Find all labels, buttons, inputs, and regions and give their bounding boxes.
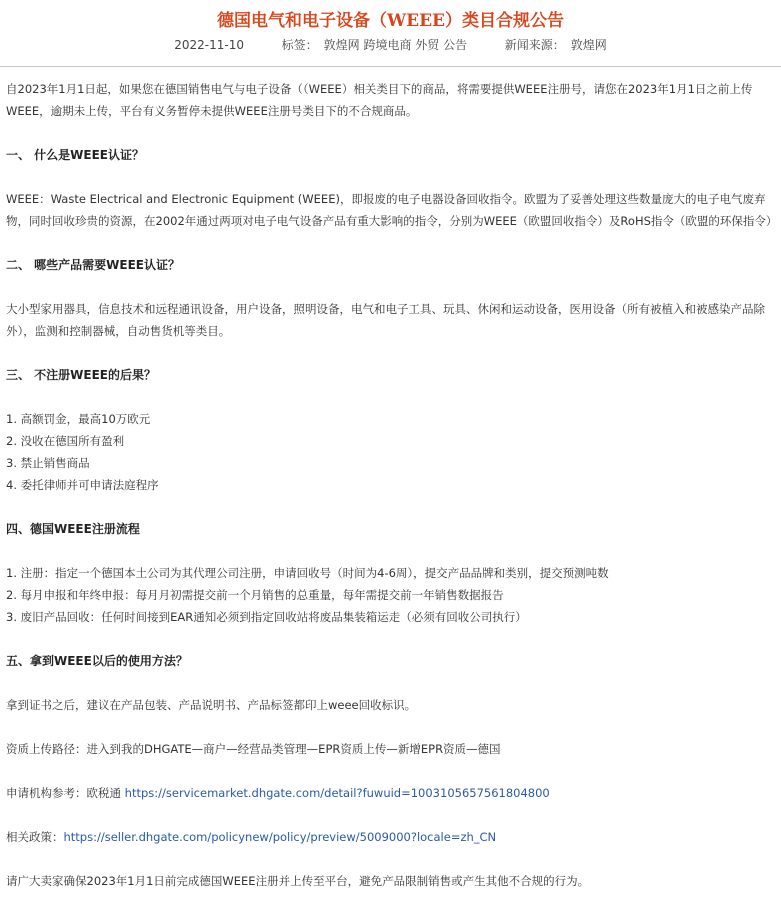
list-item: 3. 禁止销售商品 bbox=[6, 456, 90, 470]
article-meta bbox=[0, 36, 781, 53]
registration-list bbox=[6, 562, 776, 628]
title-divider bbox=[0, 66, 781, 67]
consequences-list bbox=[6, 408, 776, 496]
usage-paragraph: 拿到证书之后，建议在产品包装、产品说明书、产品标签都印上weee回收标识。 bbox=[6, 698, 417, 712]
closing-paragraph: 请广大卖家确保2023年1月1日前完成德国WEEE注册并上传至平台，避免产品限制销售或产生其他不合规的行为。 bbox=[6, 874, 590, 888]
policy-label: 相关政策： bbox=[6, 830, 64, 844]
list-item: 1. 高额罚金，最高10万欧元 bbox=[6, 412, 151, 426]
list-item: 3. 废旧产品回收：任何时间接到EAR通知必须到指定回收站将废品集装箱运走（必须有回收公司执行） bbox=[6, 610, 527, 624]
article-body bbox=[6, 78, 776, 914]
agency-link[interactable]: https://servicemarket.dhgate.com/detail?fuwuid=1003105657561804800 bbox=[124, 786, 550, 800]
section-heading-what-is-weee: 一、 什么是WEEE认证？ bbox=[6, 148, 145, 162]
section-heading-usage: 五、拿到WEEE以后的使用方法？ bbox=[6, 654, 188, 668]
section-heading-registration: 四、德国WEEE注册流程 bbox=[6, 522, 140, 536]
upload-path-paragraph: 资质上传路径：进入到我的DHGATE—商户—经营品类管理—EPR资质上传—新增EPR资质—德国 bbox=[6, 742, 501, 756]
list-item: 2. 没收在德国所有盈利 bbox=[6, 434, 125, 448]
agency-label: 申请机构参考：欧税通 bbox=[6, 786, 125, 800]
list-item: 2. 每月申报和年终申报：每月月初需提交前一个月销售的总重量，每年需提交前一年销售数据报告 bbox=[6, 588, 504, 602]
article-date: 2022-11-10 bbox=[174, 38, 244, 52]
section-heading-consequences: 三、 不注册WEEE的后果？ bbox=[6, 368, 157, 382]
article-tags[interactable]: 敦煌网 跨境电商 外贸 公告 bbox=[323, 38, 468, 52]
section-body-products: 大小型家用器具，信息技术和远程通讯设备，用户设备，照明设备，电气和电子工具、玩具、休闲和运动设备，医用设备（所有被植入和被感染产品除外），监测和控制器械，自动售货机等类目。 bbox=[6, 302, 765, 338]
agency-paragraph bbox=[6, 782, 776, 804]
section-body-what-is-weee: WEEE：Waste Electrical and Electronic Equipment (WEEE)，即报废的电子电器设备回收指令。欧盟为了妥善处理这些数量庞大的电子电气废弃物，同时回收珍贵的资源，在2002年通过两项对电子电气设备产品有重大影响的指令，分别为WEEE（欧盟回收指令）及RoHS指令（欧盟的环保指令） bbox=[6, 192, 778, 228]
list-item: 4. 委托律师并可申请法庭程序 bbox=[6, 478, 159, 492]
section-heading-products: 二、 哪些产品需要WEEE认证？ bbox=[6, 258, 181, 272]
list-item: 1. 注册：指定一个德国本土公司为其代理公司注册，申请回收号（时间为4-6周），提交产品品牌和类别，提交预测吨数 bbox=[6, 566, 609, 580]
article-title: 德国电气和电子设备（WEEE）类目合规公告 bbox=[217, 11, 564, 31]
policy-paragraph bbox=[6, 826, 776, 848]
intro-paragraph: 自2023年1月1日起，如果您在德国销售电气与电子设备（（WEEE）相关类目下的商品，将需要提供WEEE注册号，请您在2023年1月1日之前上传WEEE，逾期未上传，平台有义务暂停未提供WEEE注册号类目下的不合规商品。 bbox=[6, 82, 753, 118]
policy-link[interactable]: https://seller.dhgate.com/policynew/policy/preview/5009000?locale=zh_CN bbox=[63, 830, 497, 844]
source-label: 新闻来源： bbox=[504, 38, 565, 52]
tags-label: 标签： bbox=[281, 38, 318, 52]
article-source: 敦煌网 bbox=[570, 38, 607, 52]
